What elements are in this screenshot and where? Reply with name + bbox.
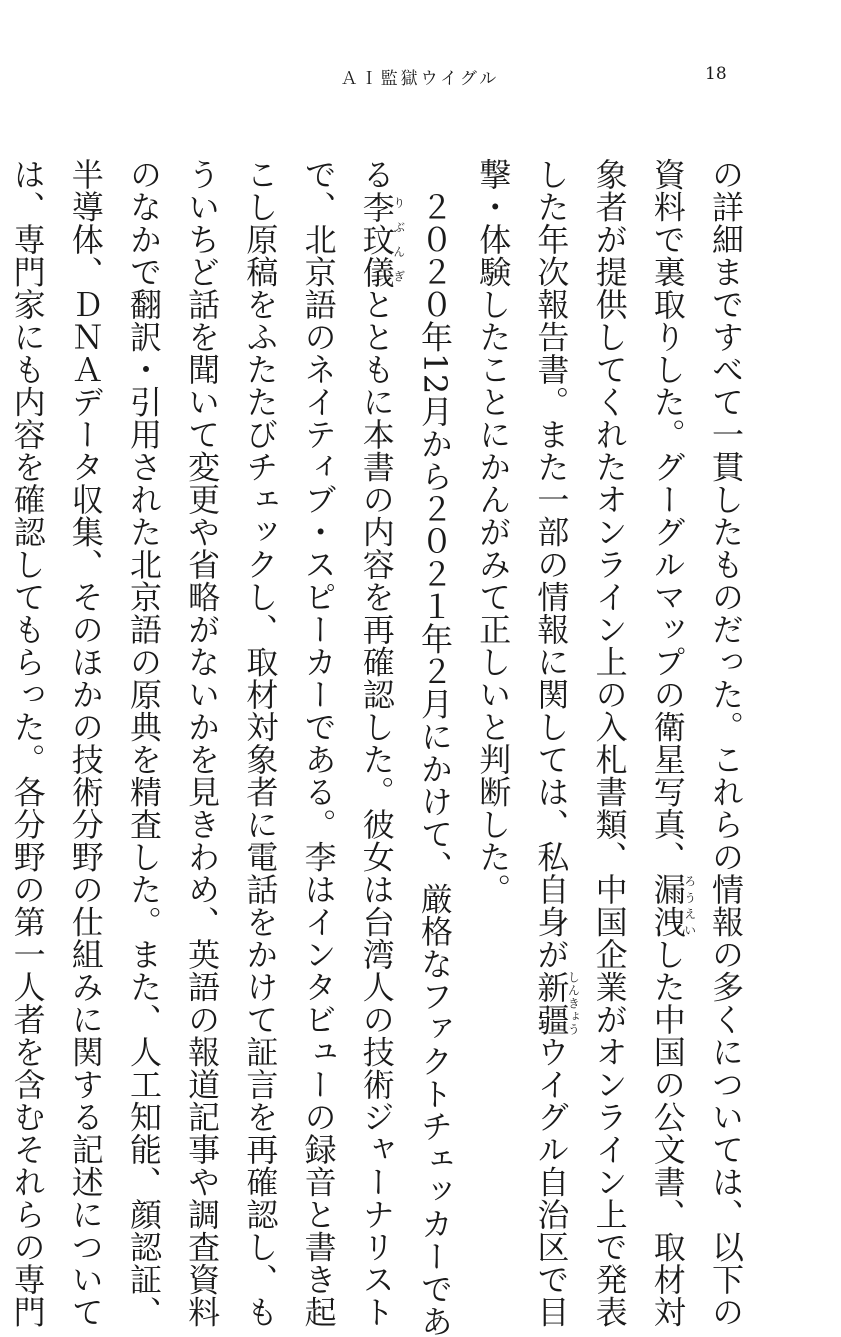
running-header-title: ＡＩ監獄ウイグル <box>340 69 500 89</box>
text-column: 半導体、ＤＮＡデータ収集、そのほかの技術分野の仕組みに関する記述について <box>66 158 105 1328</box>
ruby-annotation: 李玟儀りぶんぎ <box>357 190 406 288</box>
text-column: 資料で裏取りした。グーグルマップの衛星写真、漏洩ろうえいした中国の公文書、取材対 <box>648 158 697 1328</box>
ruby-annotation: 漏洩ろうえい <box>648 873 697 938</box>
text-column: る李玟儀りぶんぎとともに本書の内容を再確認した。彼女は台湾人の技術ジャーナリスト <box>357 158 406 1328</box>
text-column: 撃・体験したことにかんがみて正しいと判断した。 <box>474 158 513 906</box>
text-column: で、北京語のネイティブ・スピーカーである。李はインタビューの録音と書き起 <box>299 158 338 1328</box>
text-column: は、専門家にも内容を確認してもらった。各分野の第一人者を含むそれらの専門 <box>8 158 47 1328</box>
text-column: ２０２０年12月から２０２１年２月にかけて、厳格なファクトチェッカーであ <box>415 158 454 1337</box>
text-column: のなかで翻訳・引用された北京語の原典を精査した。また、人工知能、顔認証、 <box>124 158 163 1328</box>
text-column: ういちど話を聞いて変更や省略がないかを見きわめ、英語の報道記事や調査資料 <box>183 158 222 1328</box>
page-number: 18 <box>705 64 727 84</box>
text-column: の詳細まですべて一貫したものだった。これらの情報の多くについては、以下の <box>707 158 745 1328</box>
text-column: した年次報告書。また一部の情報に関しては、私自身が新疆しんきょうウイグル自治区で目 <box>532 158 581 1328</box>
text-column: こし原稿をふたたびチェックし、取材対象者に電話をかけて証言を再確認し、も <box>241 158 280 1328</box>
ruby-annotation: 新疆しんきょう <box>532 970 581 1036</box>
body-text <box>0 158 755 1337</box>
text-column: 象者が提供してくれたオンライン上の入札書類、中国企業がオンライン上で発表 <box>590 158 629 1328</box>
